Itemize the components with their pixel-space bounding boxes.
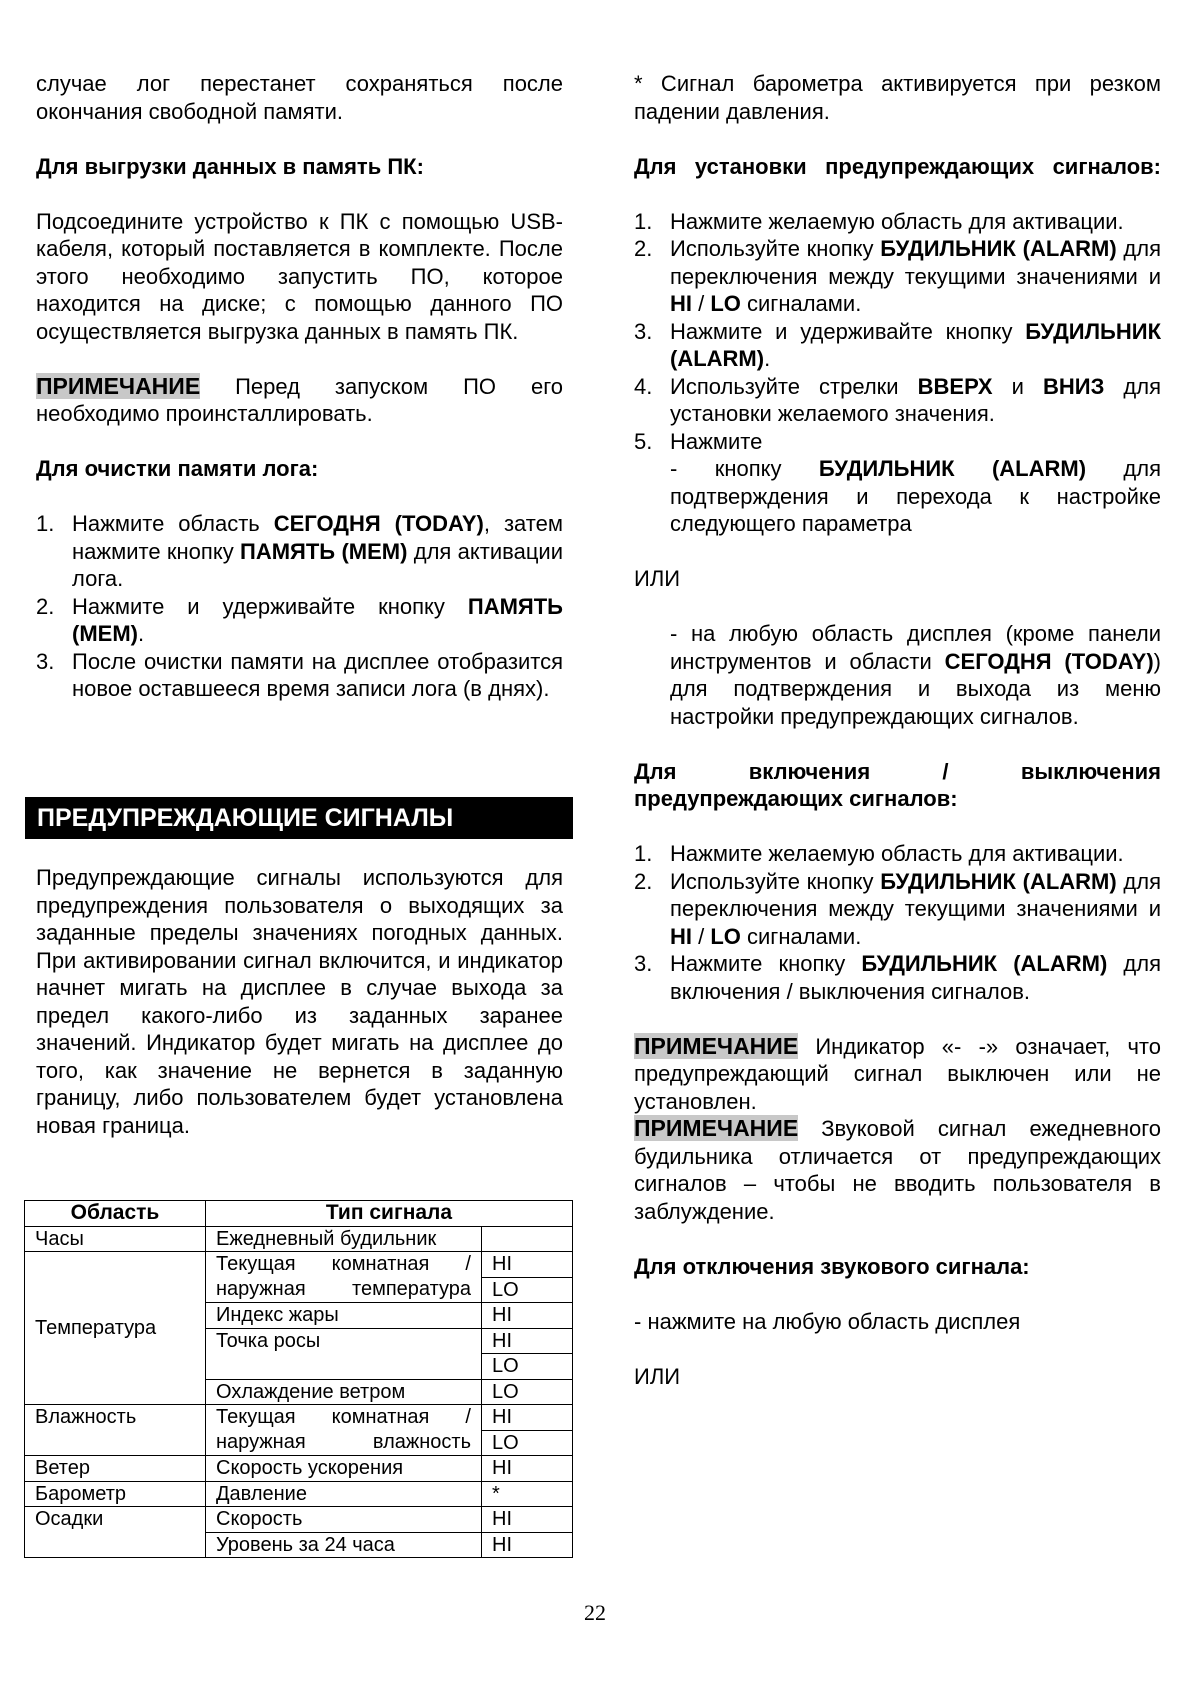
- toggle-alarms-heading: Для включения / выключения предупреждающих сигналов:: [634, 758, 1161, 811]
- table-row: Температура Текущая комнатная / наружная температура HI: [25, 1252, 573, 1278]
- note-label: ПРИМЕЧАНИЕ: [634, 1032, 799, 1059]
- table-row: LO: [25, 1354, 573, 1380]
- set-alarms-steps: [634, 208, 1161, 538]
- alarm-type-table: [24, 1200, 573, 1558]
- table-row: Ветер Скорость ускорения HI: [25, 1456, 573, 1482]
- table-row: Часы Ежедневный будильник: [25, 1226, 573, 1252]
- left-column-lower: [36, 864, 563, 1139]
- note-daily-alarm: ПРИМЕЧАНИЕ Звуковой сигнал ежедневного будильника отличается от предупреждающих сигналов – чтобы не вводить пользователя в заблуждение.: [634, 1115, 1161, 1224]
- log-continuation-text: случае лог перестанет сохраняться после окончания свободной памяти.: [36, 71, 563, 124]
- list-item: 2. Используйте кнопку БУДИЛЬНИК (ALARM) для переключения между текущими значениями и HI / LO сигналами.: [634, 236, 1162, 316]
- set-alarms-heading: Для установки предупреждающих сигналов:: [634, 153, 1161, 179]
- note-install: ПРИМЕЧАНИЕ Перед запуском ПО его необходимо проинсталлировать.: [36, 372, 563, 426]
- toggle-alarms-steps: [634, 840, 1161, 1005]
- list-item: 1. Нажмите область СЕГОДНЯ (TODAY), затем нажмите кнопку ПАМЯТЬ (MEM) для активации лога.: [36, 511, 564, 591]
- table-header-type: Тип сигнала: [206, 1201, 573, 1227]
- upload-text: Подсоедините устройство к ПК с помощью USB-кабеля, который поставляется в комплекте. После этого необходимо запустить ПО, которое находится на диске; с помощью данного ПО осуществляется выгрузка данных в память ПК.: [36, 208, 563, 344]
- table-row: Барометр Давление *: [25, 1481, 573, 1507]
- barometer-note: * Сигнал барометра активируется при резком падении давления.: [634, 71, 1161, 124]
- list-item: 4. Используйте стрелки ВВЕРХ и ВНИЗ для установки желаемого значения.: [634, 373, 1162, 426]
- table-row: LO: [25, 1277, 573, 1303]
- list-item: 3. Нажмите кнопку БУДИЛЬНИК (ALARM) для включения / выключения сигналов.: [634, 951, 1161, 1004]
- list-item: 3. После очистки памяти на дисплее отобразится новое оставшееся время записи лога (в днях).: [36, 648, 563, 701]
- clear-log-steps: [36, 510, 563, 703]
- list-item: 1. Нажмите желаемую область для активации.: [634, 208, 1124, 234]
- or-text: ИЛИ: [634, 566, 681, 591]
- upload-heading: Для выгрузки данных в память ПК:: [36, 153, 424, 179]
- table-row: Уровень за 24 часа HI: [25, 1532, 573, 1558]
- right-column: [634, 70, 1161, 1390]
- note-indicator: ПРИМЕЧАНИЕ Индикатор «- -» означает, что предупреждающий сигнал выключен или не установлен.: [634, 1032, 1161, 1114]
- confirm-any-area: - на любую область дисплея (кроме панели инструментов и области СЕГОДНЯ (TODAY)) для подтверждения и выхода из меню настройки предупреждающих сигналов.: [670, 621, 1161, 729]
- note-label: ПРИМЕЧАНИЕ: [36, 372, 201, 399]
- alarms-description: Предупреждающие сигналы используются для предупреждения пользователя о выходящих за заданные пределы значениях погодных данных. При активировании сигнал включится, и индикатор начнет мигать на дисплее в случае выхода за предел какого-либо из заданных заранее значений. Индикатор будет мигать на дисплее до того, как значение не вернется в заданную границу, либо пользователем будет установлена новая граница.: [36, 865, 563, 1138]
- or-text: ИЛИ: [634, 1363, 681, 1389]
- clear-log-heading: Для очистки памяти лога:: [36, 456, 319, 481]
- list-item: 2. Используйте кнопку БУДИЛЬНИК (ALARM) для переключения между текущими значениями и HI / LO сигналами.: [634, 868, 1162, 949]
- table-row: Точка росы HI: [25, 1328, 573, 1354]
- mute-text: - нажмите на любую область дисплея: [634, 1308, 1021, 1334]
- list-item: 3. Нажмите и удерживайте кнопку БУДИЛЬНИК (ALARM).: [634, 318, 1161, 371]
- table-header-row: [25, 1201, 573, 1227]
- table-row: Влажность Текущая комнатная / наружная влажность HI: [25, 1405, 573, 1431]
- list-item: 1. Нажмите желаемую область для активации.: [634, 841, 1124, 866]
- page-number: 22: [584, 1600, 606, 1625]
- table-row: Индекс жары HI: [25, 1303, 573, 1329]
- table-row: Охлаждение ветром LO: [25, 1379, 573, 1405]
- table-row: Осадки Скорость HI: [25, 1507, 573, 1533]
- left-column: [36, 70, 563, 703]
- list-item: 2. Нажмите и удерживайте кнопку ПАМЯТЬ (MEM).: [36, 593, 563, 646]
- table-row: LO: [25, 1430, 573, 1456]
- list-item: 5. Нажмите - кнопку БУДИЛЬНИК (ALARM) для подтверждения и перехода к настройке следующего параметра: [634, 428, 1161, 536]
- mute-heading: Для отключения звукового сигнала:: [634, 1253, 1030, 1279]
- section-title-bar: ПРЕДУПРЕЖДАЮЩИЕ СИГНАЛЫ: [25, 797, 573, 839]
- note-label: ПРИМЕЧАНИЕ: [634, 1115, 799, 1141]
- table-header-area: Область: [25, 1201, 206, 1227]
